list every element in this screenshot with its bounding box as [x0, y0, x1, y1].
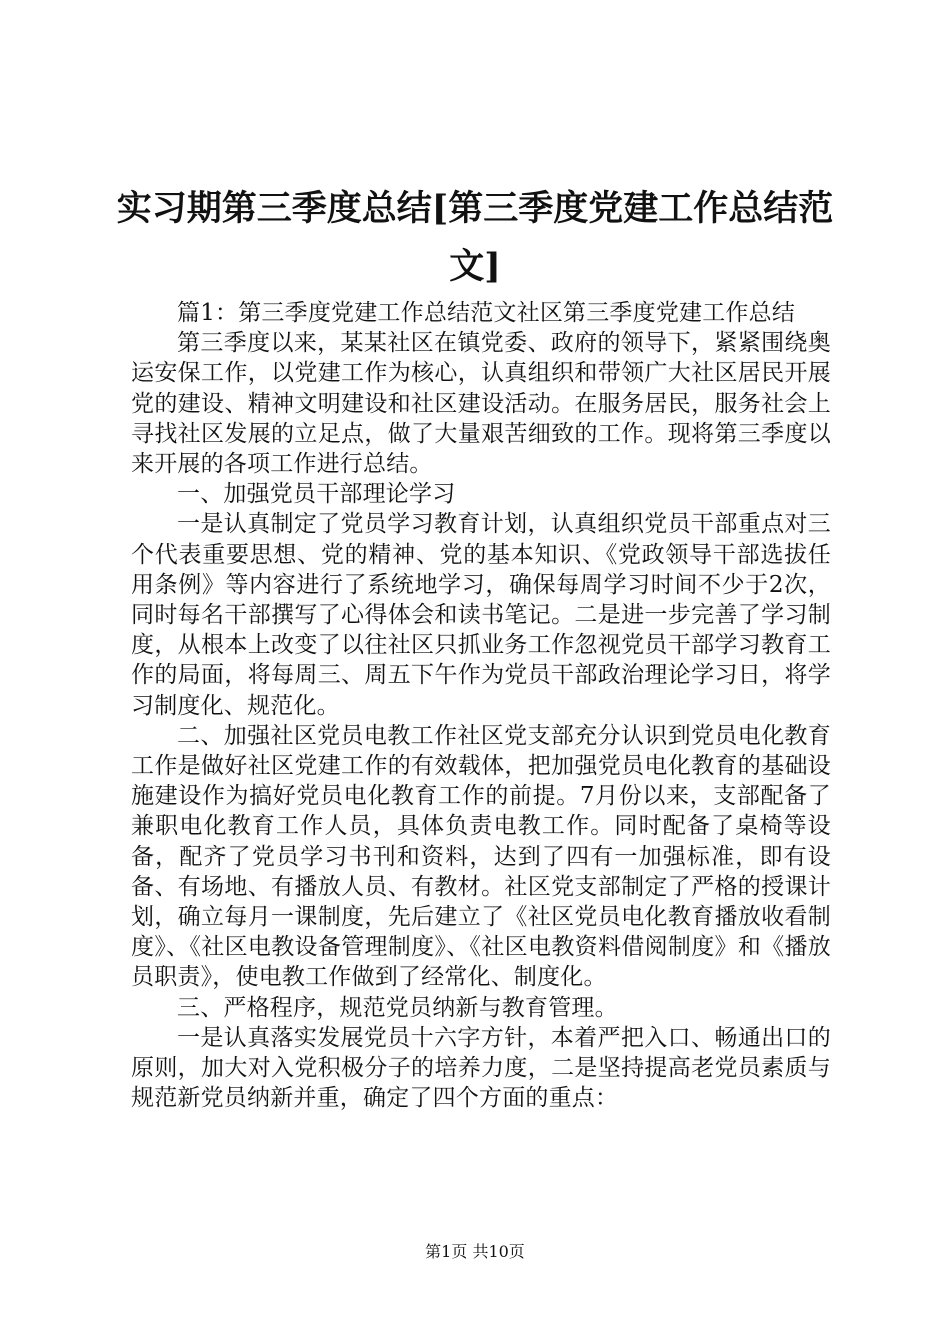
paragraph-heading: 篇1：第三季度党建工作总结范文社区第三季度党建工作总结	[177, 300, 796, 326]
paragraph: 一是认真落实发展党员十六字方针，本着严把入口、畅通出口的原则，加大对入党积极分子的培养力度，二是坚持提高老党员素质与规范新党员纳新并重，确定了四个方面的重点：	[131, 1024, 831, 1112]
paragraph: 一是认真制定了党员学习教育计划，认真组织党员干部重点对三个代表重要思想、党的精神、党的基本知识、《党政领导干部选拔任用条例》等内容进行了系统地学习，确保每周学习时间不少于2次，同时每名干部撰写了心得体会和读书笔记。二是进一步完善了学习制度，从根本上改变了以往社区只抓业务工作忽视党员干部学习教育工作的局面，将每周三、周五下午作为党员干部政治理论学习日，将学习制度化、规范化。	[131, 511, 831, 719]
document-body	[131, 298, 831, 1113]
paragraph: 二、加强社区党员电教工作社区党支部充分认识到党员电化教育工作是做好社区党建工作的有效载体，把加强党员电化教育的基础设施建设作为搞好党员电化教育工作的前提。7月份以来，支部配备了兼职电化教育工作人员，具体负责电教工作。同时配备了桌椅等设备，配齐了党员学习书刊和资料，达到了四有一加强标准，即有设备、有场地、有播放人员、有教材。社区党支部制定了严格的授课计划，确立每月一课制度，先后建立了《社区党员电化教育播放收看制度》、《社区电教设备管理制度》、《社区电教资料借阅制度》和《播放员职责》，使电教工作做到了经常化、制度化。	[131, 722, 831, 991]
section-heading: 一、加强党员干部理论学习	[177, 481, 456, 508]
paragraph: 第三季度以来，某某社区在镇党委、政府的领导下，紧紧围绕奥运安保工作，以党建工作为核心，认真组织和带领广大社区居民开展党的建设、精神文明建设和社区建设活动。在服务居民，服务社会上寻找社区发展的立足点，做了大量艰苦细致的工作。现将第三季度以来开展的各项工作进行总结。	[131, 330, 831, 478]
page-number-footer: 第1页 共10页	[425, 1242, 525, 1261]
section-heading: 三、严格程序，规范党员纳新与教育管理。	[177, 994, 618, 1021]
document-title: 实习期第三季度总结[第三季度党建工作总结范文]	[116, 188, 834, 287]
